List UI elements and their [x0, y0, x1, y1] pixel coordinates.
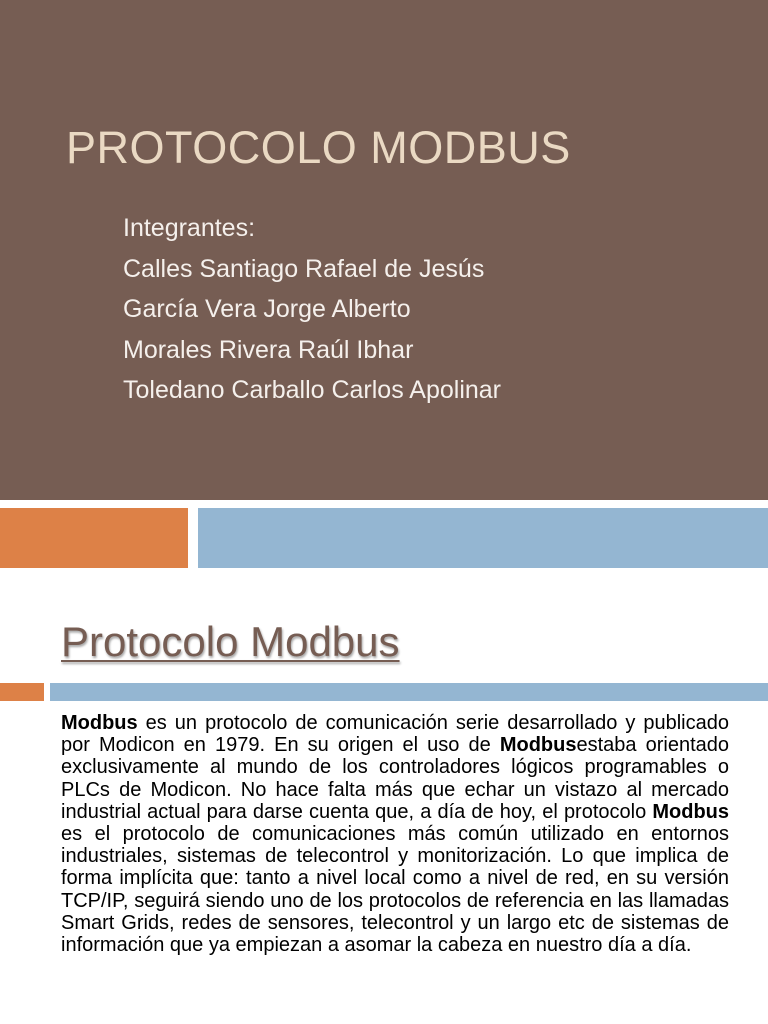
body-paragraph: [61, 712, 729, 956]
member-item: Morales Rivera Raúl Ibhar: [123, 335, 414, 364]
title-panel: [0, 0, 768, 500]
member-item: Toledano Carballo Carlos Apolinar: [123, 376, 502, 405]
body-text-segment: es un protocolo de comunicación serie desarrollado y publicado por Modicon en 1979. En su origen el uso de: [61, 712, 729, 757]
member-item: García Vera Jorge Alberto: [123, 295, 411, 324]
body-text-segment: estaba orientado exclusivamente al mundo de los controladores lógicos programables o PLCs de Modicon. No hace falta más que echar un vistazo al mercado industrial actual para darse cuenta que, a día de hoy, el protocolo: [61, 734, 729, 823]
blue-accent-bar: [198, 508, 768, 568]
blue-accent-strip: [50, 683, 768, 701]
bold-term: Modbus: [61, 712, 138, 734]
members-heading: Integrantes:: [123, 214, 256, 242]
bold-term: Modbus: [652, 800, 729, 823]
orange-accent-bar: [0, 508, 188, 568]
member-item: Calles Santiago Rafael de Jesús: [123, 254, 485, 283]
slide-title-text: PROTOCOLO MODBUS: [66, 122, 571, 173]
slide-content: [0, 568, 768, 1024]
orange-accent-strip: [0, 683, 44, 701]
content-heading: Protocolo Modbus: [61, 618, 400, 665]
members-list: [123, 208, 501, 411]
body-text-segment: es el protocolo de comunicaciones más común utilizado en entornos industriales, sistemas de telecontrol y monitorización. Lo que implica de forma implícita que: tanto a nivel local como a nivel de red, en su versión TCP/IP, seguirá siendo uno de los protocolos de referencia en las llamadas Smart Grids, redes de sensores, telecontrol y un largo etc de sistemas de información que ya empiezan a asomar la cabeza en nuestro día a día.: [61, 823, 729, 957]
bold-term: Modbus: [499, 734, 577, 757]
